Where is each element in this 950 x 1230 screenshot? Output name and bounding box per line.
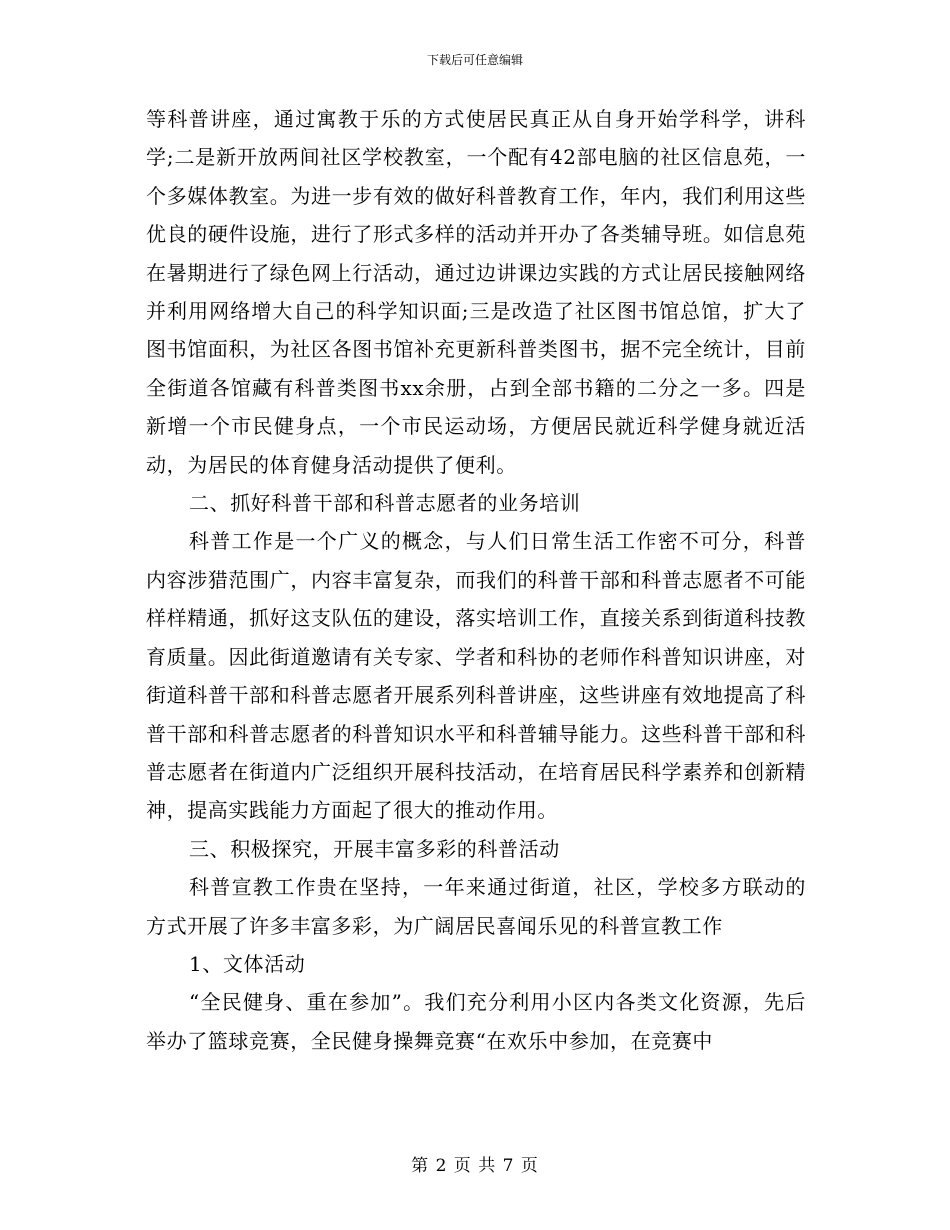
section-heading-training: 二、抓好科普干部和科普志愿者的业务培训 <box>189 491 581 516</box>
paragraph-facilities: 等科普讲座，通过寓教于乐的方式使居民真正从自身开始学科学，讲科学;二是新开放两间社区学校教室，一个配有42部电脑的社区信息苑，一个多媒体教室。为进一步有效的做好科普教育工作，年内，我们利用这些优良的硬件设施，进行了形式多样的活动并开办了各类辅导班。如信息苑在暑期进行了绿色网上行活动，通过边讲课边实践的方式让居民接触网络并利用网络增大自己的科学知识面;三是改造了社区图书馆总馆，扩大了图书馆面积，为社区各图书馆补充更新科普类图书，据不完全统计，目前全街道各馆藏有科普类图书xx余册，占到全部书籍的二分之一多。四是新增一个市民健身点，一个市民运动场，方便居民就近科学健身就近活动，为居民的体育健身活动提供了便利。 <box>146 107 806 477</box>
subsection-heading-sports: 1、文体活动 <box>189 951 306 976</box>
section-heading-activities: 三、积极探究，开展丰富多彩的科普活动 <box>189 836 560 861</box>
paragraph-training: 科普工作是一个广义的概念，与人们日常生活工作密不可分，科普内容涉猎范围广，内容丰富复杂，而我们的科普干部和科普志愿者不可能样样精通，抓好这支队伍的建设，落实培训工作，直接关系到街道科技教育质量。因此街道邀请有关专家、学者和科协的老师作科普知识讲座，对街道科普干部和科普志愿者开展系列科普讲座，这些讲座有效地提高了科普干部和科普志愿者的科普知识水平和科普辅导能力。这些科普干部和科普志愿者在街道内广泛组织开展科技活动，在培育居民科学素养和创新精神，提高实践能力方面起了很大的推动作用。 <box>146 529 806 823</box>
page-footer <box>0 1155 950 1177</box>
paragraph-activities: 科普宣教工作贵在坚持，一年来通过街道，社区，学校多方联动的方式开展了许多丰富多彩，为广阔居民喜闻乐见的科普宣教工作 <box>146 875 806 938</box>
paragraph-sports: “全民健身、重在参加”。我们充分利用小区内各类文化资源，先后举办了篮球竞赛，全民健身操舞竞赛“在欢乐中参加，在竞赛中 <box>146 990 806 1053</box>
header-note: 下载后可任意编辑 <box>426 53 523 67</box>
page-number: 第 2 页 共 7 页 <box>411 1156 539 1176</box>
document-body <box>146 100 806 1060</box>
page-header <box>0 52 950 68</box>
